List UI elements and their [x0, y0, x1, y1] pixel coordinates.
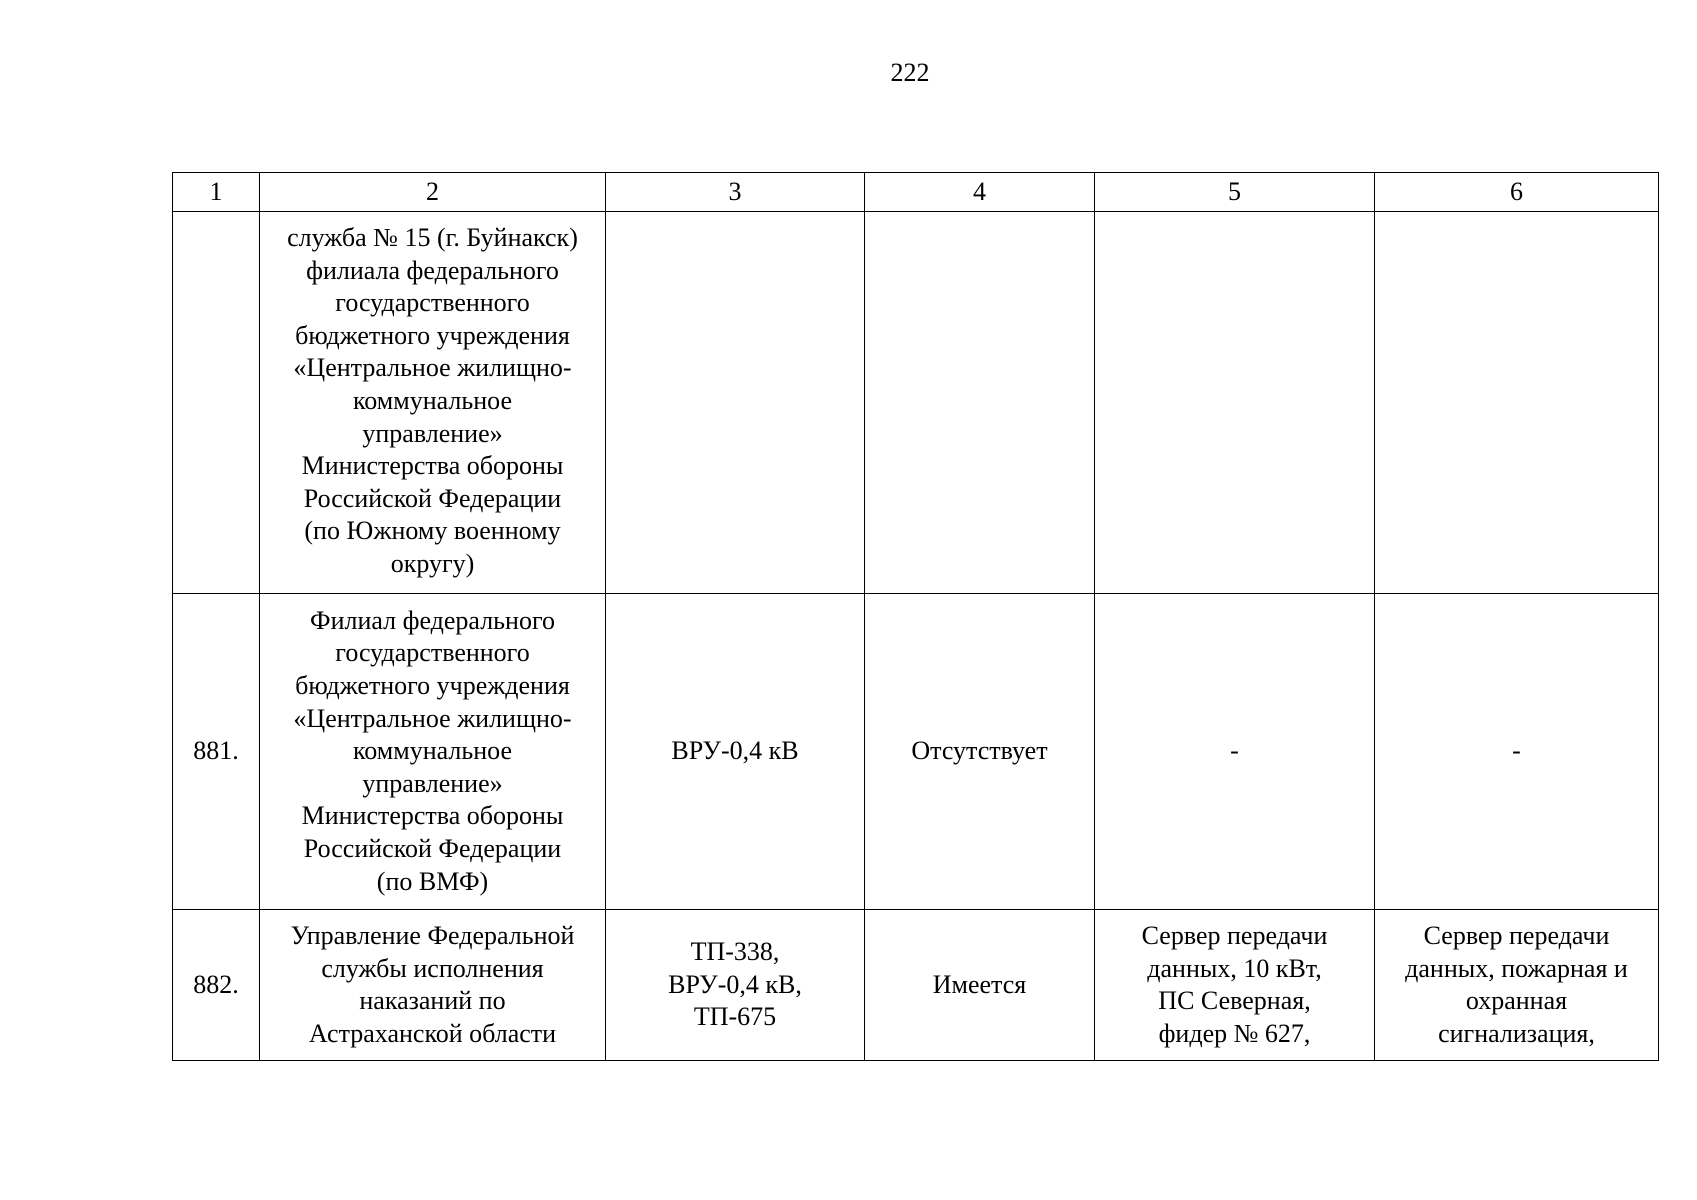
- table-cell: -: [1375, 594, 1659, 910]
- table-cell: [1095, 212, 1375, 594]
- table-cell: ВРУ-0,4 кВ: [606, 594, 865, 910]
- header-cell: 1: [173, 173, 260, 212]
- table-row: [173, 594, 1659, 910]
- table-row: [173, 212, 1659, 594]
- row-number-cell: 882.: [173, 910, 260, 1061]
- row-number-cell: 881.: [173, 594, 260, 910]
- header-cell: 6: [1375, 173, 1659, 212]
- table-cell: Отсутствует: [865, 594, 1095, 910]
- table-cell: [865, 212, 1095, 594]
- header-cell: 3: [606, 173, 865, 212]
- header-cell: 2: [260, 173, 606, 212]
- table-row: [173, 910, 1659, 1061]
- organization-name-cell: Филиал федерального государственного бюджетного учреждения «Центральное жилищно- коммунальное управление» Министерства обороны Российской Федерации (по ВМФ): [260, 594, 606, 910]
- table-cell: -: [1095, 594, 1375, 910]
- row-number-cell: [173, 212, 260, 594]
- table-cell: [606, 212, 865, 594]
- data-table: [172, 172, 1659, 1061]
- table-header-row: [173, 173, 1659, 212]
- organization-name-cell: служба № 15 (г. Буйнакск) филиала федерального государственного бюджетного учреждения «Центральное жилищно- коммунальное управление» Министерства обороны Российской Федерации (по Южному военному округу): [260, 212, 606, 594]
- table-cell: Сервер передачи данных, 10 кВт, ПС Северная, фидер № 627,: [1095, 910, 1375, 1061]
- table-cell: [1375, 212, 1659, 594]
- table-cell: Сервер передачи данных, пожарная и охранная сигнализация,: [1375, 910, 1659, 1061]
- page-number: 222: [890, 58, 930, 87]
- header-cell: 4: [865, 173, 1095, 212]
- table-cell: ТП-338, ВРУ-0,4 кВ, ТП-675: [606, 910, 865, 1061]
- organization-name-cell: Управление Федеральной службы исполнения наказаний по Астраханской области: [260, 910, 606, 1061]
- table-cell: Имеется: [865, 910, 1095, 1061]
- header-cell: 5: [1095, 173, 1375, 212]
